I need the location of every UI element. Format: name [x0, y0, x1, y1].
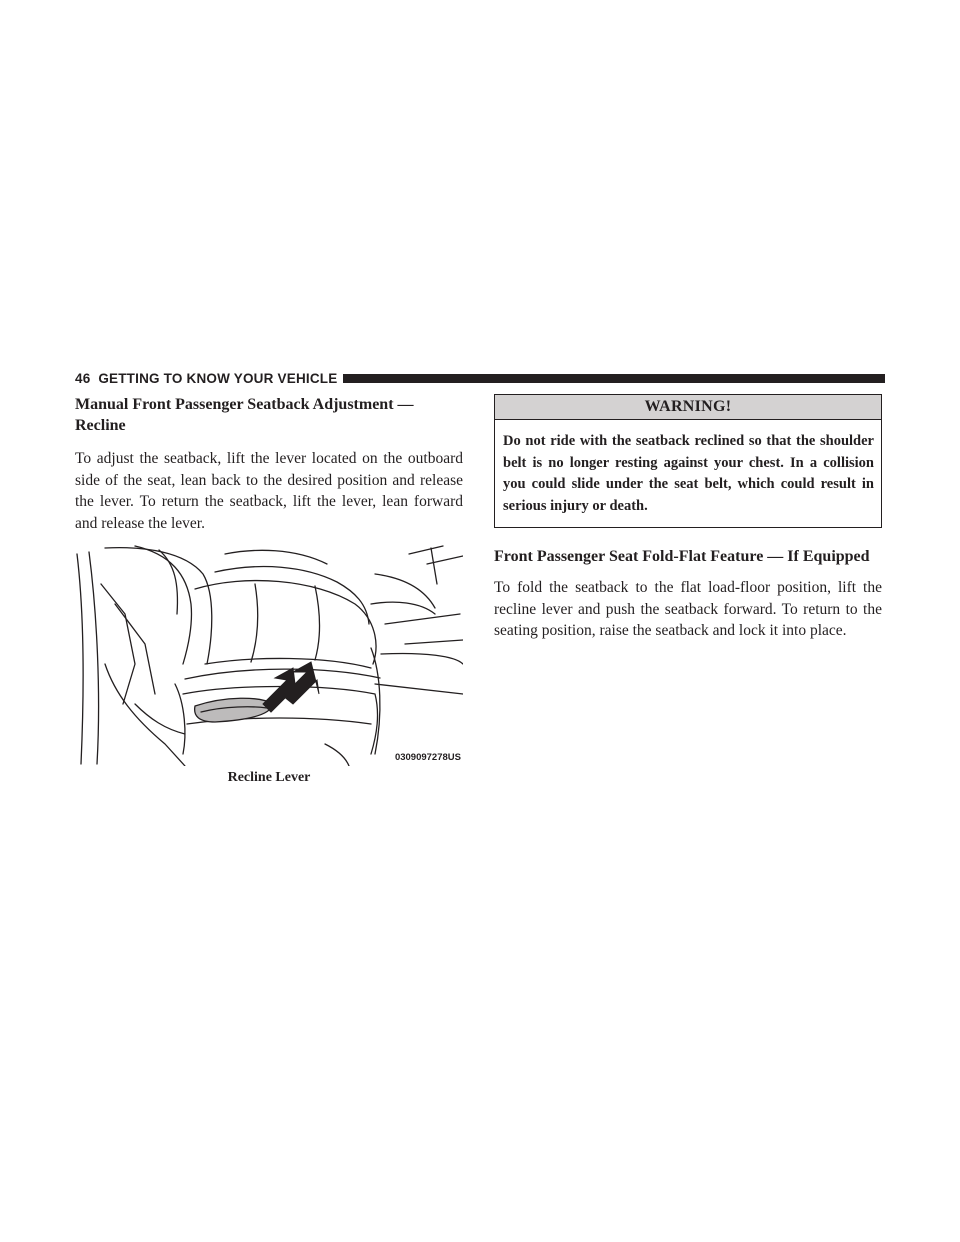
left-column [75, 394, 463, 786]
recline-lever-illustration-icon [75, 544, 463, 766]
recline-heading-line2: Recline [75, 417, 126, 434]
figure-caption: Recline Lever [227, 770, 311, 785]
fold-flat-heading: Front Passenger Seat Fold-Flat Feature — If Equipped [494, 548, 870, 565]
page-header [75, 371, 337, 386]
page-number: 46 [75, 370, 91, 386]
warning-box [494, 394, 882, 528]
recline-heading-line1: Manual Front Passenger Seatback Adjustment — [75, 396, 414, 413]
section-title: GETTING TO KNOW YOUR VEHICLE [98, 370, 338, 386]
fold-flat-body: To fold the seatback to the flat load-floor position, lift the recline lever and push the seatback forward. To return to the seating position, raise the seatback and lock it into place. [494, 579, 882, 639]
right-column [494, 394, 882, 642]
figure-code: 0309097278US [394, 752, 461, 763]
running-header [75, 370, 885, 386]
recline-heading [75, 394, 463, 436]
recline-body: To adjust the seatback, lift the lever located on the outboard side of the seat, lean back to the desired position and release the lever. To return the seatback, lift the lever, lean forward and release the lever. [75, 450, 463, 532]
recline-lever-figure [75, 544, 463, 766]
warning-title: WARNING! [495, 395, 881, 420]
header-rule [343, 374, 885, 383]
warning-text: Do not ride with the seatback reclined so that the shoulder belt is no longer resting against your chest. In a collision you could slide under the seat belt, which could result in serious injury or death. [503, 433, 874, 514]
